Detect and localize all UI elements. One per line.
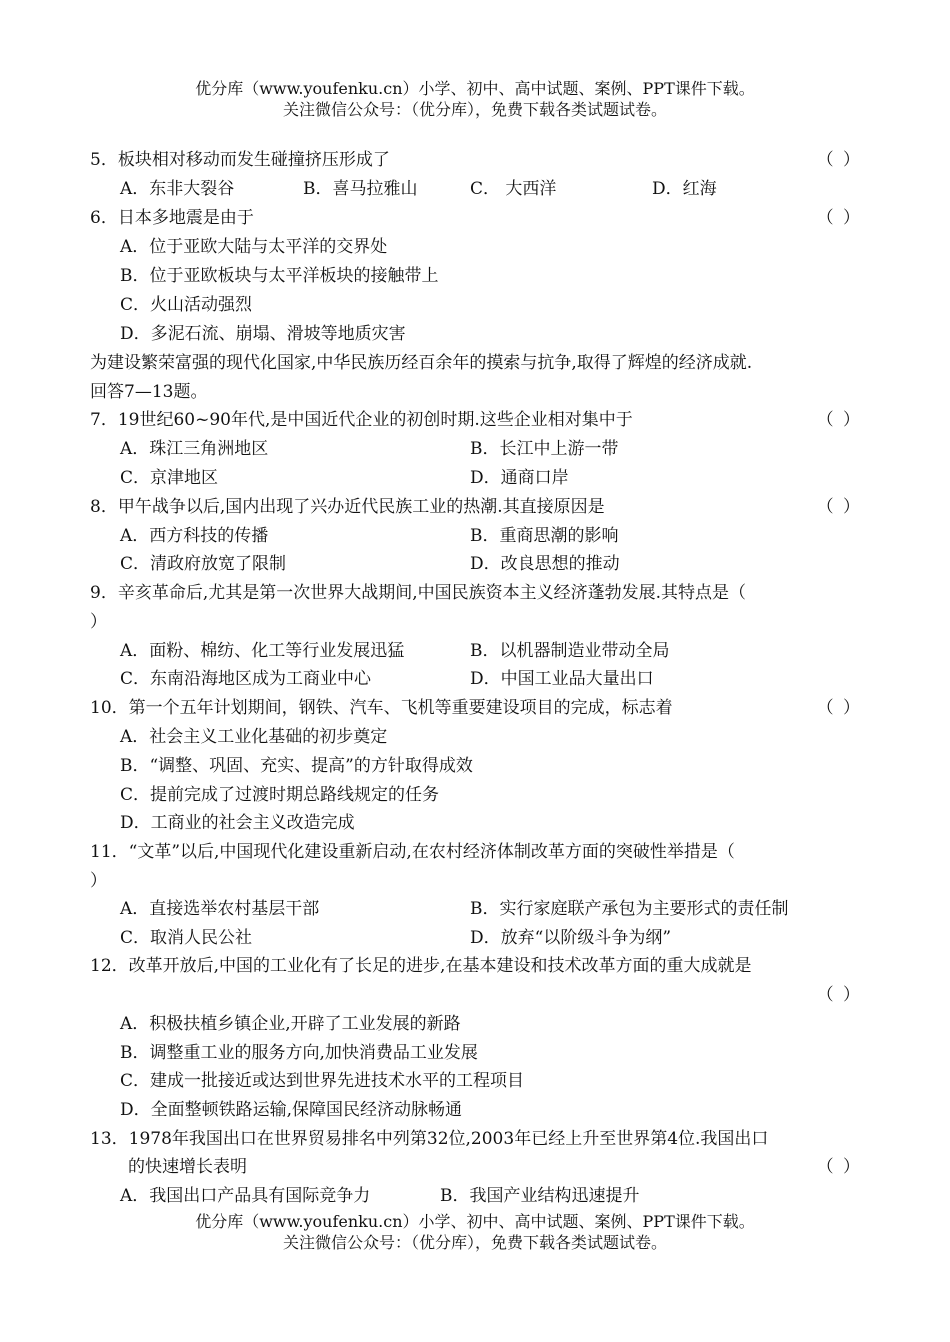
question-10-stem <box>90 694 862 723</box>
option-c: C．清政府放宽了限制 <box>120 554 287 574</box>
question-7-stem <box>90 406 862 435</box>
question-7-options-row1 <box>120 435 862 464</box>
answer-paren: （ ） <box>816 698 862 718</box>
option-a: A．直接选举农村基层干部 <box>120 899 320 919</box>
section-intro-line2: 回答7—13题。 <box>90 382 208 402</box>
option-a: A．社会主义工业化基础的初步奠定 <box>120 727 388 747</box>
option-c: C． 大西洋 <box>470 179 557 199</box>
answer-paren: （ ） <box>816 497 862 517</box>
option-b: B．重商思潮的影响 <box>470 526 619 546</box>
question-9-stem-cont: ） <box>90 612 107 632</box>
question-11-options-row2 <box>120 924 862 953</box>
question-11-stem: 11．“文革”以后,中国现代化建设重新启动,在农村经济体制改革方面的突破性举措是（ <box>90 842 735 862</box>
answer-paren: （ ） <box>816 208 862 228</box>
option-a: A．我国出口产品具有国际竞争力 <box>120 1186 371 1206</box>
option-b: B．位于亚欧板块与太平洋板块的接触带上 <box>120 266 439 286</box>
option-b: B．喜马拉雅山 <box>303 179 418 199</box>
question-text: 8．甲午战争以后,国内出现了兴办近代民族工业的热潮.其直接原因是 <box>90 497 605 517</box>
question-5-options <box>120 175 862 204</box>
question-5-stem <box>90 146 862 175</box>
page-footer-line2: 关注微信公众号：（优分库），免费下载各类试题试卷。 <box>282 1233 667 1252</box>
option-d: D．改良思想的推动 <box>470 554 620 574</box>
question-text: 10．第一个五年计划期间，钢铁、汽车、飞机等重要建设项目的完成，标志着 <box>90 698 673 718</box>
question-8-stem <box>90 493 862 522</box>
question-text: 6．日本多地震是由于 <box>90 208 254 228</box>
option-c: C．建成一批接近或达到世界先进技术水平的工程项目 <box>120 1071 525 1091</box>
option-d: D．中国工业品大量出口 <box>470 669 654 689</box>
question-13-options-row1 <box>120 1182 862 1211</box>
option-d: D．多泥石流、崩塌、滑坡等地质灾害 <box>120 324 406 344</box>
option-d: D．工商业的社会主义改造完成 <box>120 813 355 833</box>
question-9-options-row2 <box>120 665 862 694</box>
answer-paren: （ ） <box>816 150 862 170</box>
question-9-stem: 9．辛亥革命后,尤其是第一次世界大战期间,中国民族资本主义经济蓬勃发展.其特点是（ <box>90 583 747 603</box>
question-12-paren-row <box>90 981 862 1010</box>
option-c: C．取消人民公社 <box>120 928 253 948</box>
option-a: A．西方科技的传播 <box>120 526 269 546</box>
question-13-stem-cont <box>128 1153 862 1182</box>
question-8-options-row1 <box>120 522 862 551</box>
question-text: 的快速增长表明 <box>128 1157 247 1177</box>
question-11-options-row1 <box>120 895 862 924</box>
option-d: D．通商口岸 <box>470 468 569 488</box>
question-11-stem-cont: ） <box>90 871 107 891</box>
question-7-options-row2 <box>120 464 862 493</box>
question-12-stem: 12．改革开放后,中国的工业化有了长足的进步,在基本建设和技术改革方面的重大成就是 <box>90 956 752 976</box>
page-header-line2: 关注微信公众号：（优分库），免费下载各类试题试卷。 <box>282 100 667 119</box>
option-b: B．以机器制造业带动全局 <box>470 641 670 661</box>
option-a: A．面粉、棉纺、化工等行业发展迅猛 <box>120 641 405 661</box>
question-text: 7．19世纪60~90年代,是中国近代企业的初创时期.这些企业相对集中于 <box>90 410 633 430</box>
option-a: A．积极扶植乡镇企业,开辟了工业发展的新路 <box>120 1014 461 1034</box>
page-footer-line1: 优分库（www.youfenku.cn）小学、初中、高中试题、案例、PPT课件下载。 <box>195 1212 755 1231</box>
answer-paren: （ ） <box>816 1157 862 1177</box>
option-a: A．东非大裂谷 <box>120 179 235 199</box>
question-9-options-row1 <box>120 637 862 666</box>
page-header-line1: 优分库（www.youfenku.cn）小学、初中、高中试题、案例、PPT课件下载。 <box>195 79 755 98</box>
option-d: D．红海 <box>652 179 717 199</box>
option-c: C．火山活动强烈 <box>120 295 253 315</box>
option-c: C．京津地区 <box>120 468 219 488</box>
question-6-stem <box>90 204 862 233</box>
option-a: A．珠江三角洲地区 <box>120 439 269 459</box>
question-text: 5．板块相对移动而发生碰撞挤压形成了 <box>90 150 390 170</box>
section-intro-line1: 为建设繁荣富强的现代化国家,中华民族历经百余年的摸索与抗争,取得了辉煌的经济成就. <box>90 353 753 373</box>
answer-paren: （ ） <box>816 410 862 430</box>
option-d: D．放弃“以阶级斗争为纲” <box>470 928 672 948</box>
option-b: B．调整重工业的服务方向,加快消费品工业发展 <box>120 1043 478 1063</box>
option-b: B．实行家庭联产承包为主要形式的责任制 <box>470 899 789 919</box>
option-c: C．东南沿海地区成为工商业中心 <box>120 669 372 689</box>
option-c: C．提前完成了过渡时期总路线规定的任务 <box>120 785 440 805</box>
answer-paren: （ ） <box>816 985 862 1005</box>
question-13-stem: 13．1978年我国出口在世界贸易排名中列第32位,2003年已经上升至世界第4位.我国出口 <box>90 1129 769 1149</box>
option-b: B．“调整、巩固、充实、提高”的方针取得成效 <box>120 756 473 776</box>
option-b: B．长江中上游一带 <box>470 439 619 459</box>
question-8-options-row2 <box>120 550 862 579</box>
option-b: B．我国产业结构迅速提升 <box>440 1186 640 1206</box>
option-a: A．位于亚欧大陆与太平洋的交界处 <box>120 237 388 257</box>
option-d: D．全面整顿铁路运输,保障国民经济动脉畅通 <box>120 1100 463 1120</box>
